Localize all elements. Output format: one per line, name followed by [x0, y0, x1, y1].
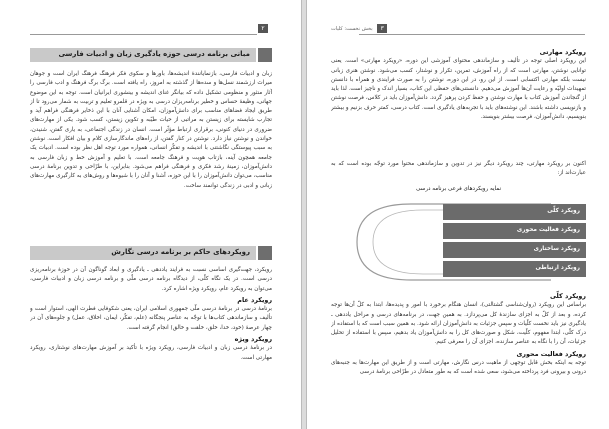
section-heading-band: [30, 48, 272, 62]
holistic-approach-paragraph: براساس این رویکرد (روان‌شناسی گشتالتی)، انسان هنگام برخورد با امور و پدیده‌ها، ابتدا به کلّ آن‌ها توجه کرده، و بعد از کلّ به اجزای سازندۀ کل می‌پردازد. به همین جهت، در برنامه‌های درسی و مراحل یاددهی ـ یادگیری نیز باید نخست کلّیات و سپس جزئیات به دانش‌آموزان ارائه شود. به همین سبب است که با استفاده از درک کلّی، ابتدا مفهوم، کلّیت، شکل و صورت‌های کل را به دانش‌آموزان یاد بدهیم، سپس با استفاده از تحلیل جزئیات، آن را با نگاه به عناصر سازنده، اجزای آن را معرفی کنیم.: [331, 302, 586, 346]
subsection-heading: رویکردهای حاکم بر برنامه درسی نگارش: [111, 248, 250, 256]
skill-approach-paragraph: این رویکرد اصلی توجه در تألیف و سازماندهی محتوای آموزشی این دوره، «رویکرد مهارتی» است. یعنی توانایی نوشتن، مهارتی است که از راه آموزش، تمرین، تکرار و نوشتار، کسب می‌شود. نوشتن هنری زبانی نیست بلکه مهارتی اکتسابی است. از این رو، در این دوره، نوشتن را به صورت فرایندی و همراه با دانستن تمهیدات اولیّه و رعایت آن‌ها آموزش می‌دهیم. دانستنی‌های حفظی این کتاب، بسیار اندک و ناچیز است. لذا باید از گنجاندن آموزش کتاب با مهارت نوشتن و حفظ کردن پرهیز گردد. دانش‌آموزان باید در کلاس، فرصت نوشتن و بازنویسی داشته باشند. این نوشته‌های باید با تجربه‌های یادگیری است. کتاب درسی، کمتر حرف بزنیم و بیشتر بنویسیم، دانش‌آموزان، فرصت بیشتر بنویسند.: [331, 58, 586, 121]
right-page: [306, 0, 609, 429]
band-accent: [258, 246, 272, 260]
left-page-header: [30, 24, 271, 36]
page-number: ۲: [258, 24, 268, 33]
band-accent: [258, 48, 272, 62]
skill-section: [331, 46, 586, 158]
section-heading: مبانی برنامه درسی حوزه یادگیری زبان و ادبیات فارسی: [58, 50, 250, 58]
diagram-item-structural: رویکرد ساختاری: [443, 242, 586, 258]
special-approach-title: رویکرد ویژه: [234, 335, 272, 344]
special-approach-paragraph: در برنامۀ درسی زبان و ادبیات فارسی، رویکرد ویژه با تأکید بر آموزش مهارت‌های نوشتاری، رویکرد مهارتی است.: [30, 345, 272, 361]
header-rule: [30, 34, 257, 35]
right-page-header: [331, 24, 585, 36]
header-rule: [359, 34, 585, 35]
diagram-item-holistic: رویکرد کلّی: [443, 204, 586, 220]
holistic-section: [331, 290, 586, 418]
skill-approach-title: رویکرد مهارتی: [539, 48, 586, 56]
holistic-approach-title: رویکرد کلّی: [549, 292, 586, 300]
running-header: بخش نخست: کلیات: [331, 26, 373, 32]
diagram-item-activity: رویکرد فعالیت محوری: [443, 223, 586, 239]
general-approach-title: رویکرد عام: [237, 295, 272, 304]
intro-paragraph: زبان و ادبیات فارسی، بازنمایانندۀ اندیشه‌ها، باورها و سکوی فکر فرهنگ فرهنگ ایران است و جوهان میراث ارزشمند نسل‌ها و سده‌ها از گذشته به امروز، راه یافته است. برگ برگ فرهنگ و ادب فارسی را آثار منثور و منظومی تشکیل داده که بیانگر غنای اندیشه و بینشوری ایرانیان است. توجه به این موضوع جهانی، وظیفۀ حساس و خطیر برنامه‌ریزان درسی به ویژه در قلمرو تعلیم و تربیت به شمار می‌رود تا از طریق ایجاد فضاهای مناسب برای دانش‌آموزان، امکان آشنایی آنان با این ذخایر فرهنگی فراهم آید و تجارب شایسته برای زیستن به مراتبی از حیات طیّبه و تکوین زیستن، کسب شود. یکی از مهارت‌های ضروری در دنیای کنونی، برقراری ارتباط مؤثّر است. انسان در زندگی اجتماعی، به یاری گفتن، شنیدن، خواندن و نوشتن نیاز دارد. نوشتن در کنار گفتن، از راه‌های ماندگارسازی کلام و بیان افکار است. نوشتن به سبب پیوستگی نگاشتنی با اندیشه و تفکّر انسانی، همواره مورد توجه اهل نظر بوده است. ادبیات یک جامعه همچون آینه، بازتاب هویت و فرهنگ جامعه است. با تعلیم و آموزش خط و زبان فارسی به دانش‌آموزان، زمینۀ رشد فکری و فرهنگی فراهم می‌شود. بنابراین، با طرّاحی و تدوین برنامۀ درسی مناسب، می‌توان دانش‌آموزان را با این حوزه، آشنا و آنان را با شیوه‌ها و روش‌های به کارگیری مهارت‌های زبانی و ادبی در زندگی توانمند ساخت.: [30, 71, 272, 189]
header-group: [331, 24, 390, 33]
page-number: ۳: [377, 24, 387, 33]
activity-approach-title: رویکرد فعالیت محوری: [516, 349, 586, 358]
extra-approaches-paragraph: اکنون بر رویکرد مهارتی، چند رویکرد دیگر نیز در تدوین و سازماندهی محتوا مورد توجّه بوده است که به عبارت‌اند از:: [331, 161, 586, 177]
diagram-title: نمایه رویکردهای فرعی برنامه درسی: [415, 186, 502, 192]
diagram-item-communicative: رویکرد ارتباطی: [443, 261, 586, 277]
approach-paragraph: رویکرد، جهت‌گیری اساسی نسبت به فرایند یاددهی ـ یادگیری و ابعاد گوناگون آن در حوزۀ برنامه‌ریزی درسی است. در یک نگاه کلّی، از دیدگاه برنامه درسی ملّی و برنامه درسی زبان و ادبیات فارسی، می‌توان به رویکرد عام، رویکرد ویژه اشاره کرد.: [30, 267, 272, 292]
subsection-heading-band: [30, 246, 272, 260]
general-approach-paragraph: برنامۀ درسی در برنامۀ درسی ملّی جمهوری اسلامی ایران، یعنی شکوفایی فطرت الهی، استوار است و تألیف و سازماندهی کتاب‌ها با توجّه به عناصر پنجگانه (علم، تفکّر، ایمان، اخلاق، عمل) و جلوه‌های آن در چهار عرصۀ (خود، خدا، خلق، خلقت و خالق) انجام گرفته است.: [30, 306, 272, 331]
activity-approach-paragraph: توجه به اینکه بخش قابل توجهی از ماهیت درس نگارش، مهارتی است و از طریق این مهارت‌ها به جنبه‌های درونی و بیرونی فرد پرداخته می‌شود، سعی شده است که به طور متعادل در طرّاحی برنامۀ درسی: [331, 360, 586, 376]
left-page: [0, 0, 302, 429]
approaches-body: [30, 266, 272, 416]
